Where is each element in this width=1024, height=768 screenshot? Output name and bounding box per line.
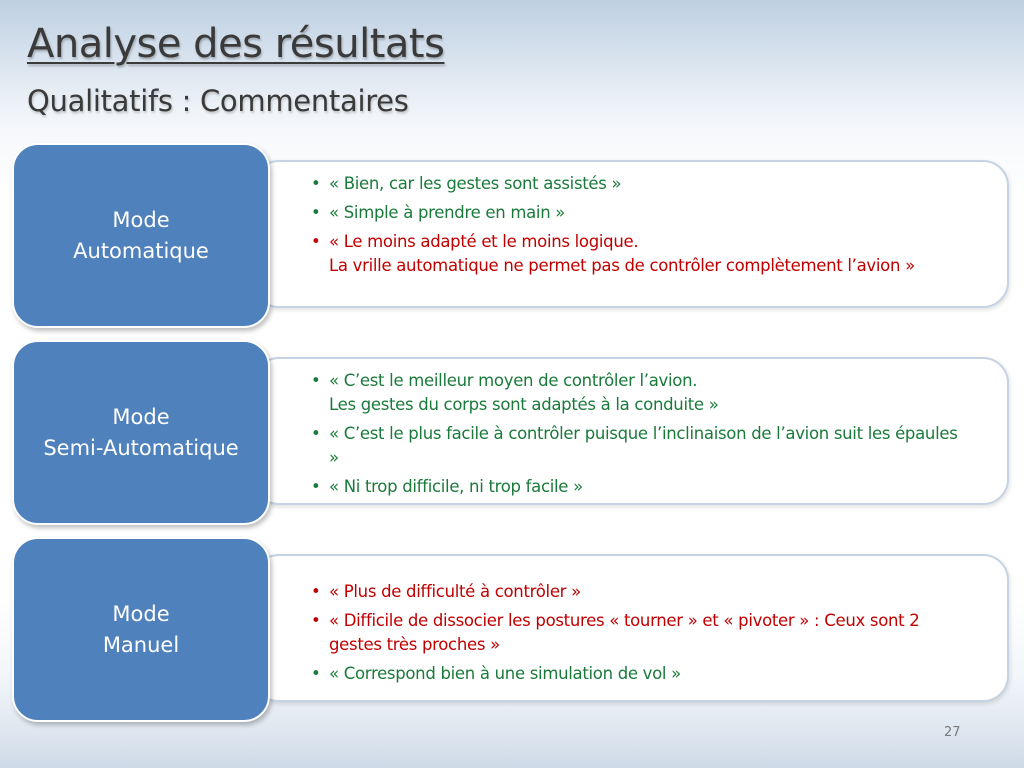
comment-item — [311, 230, 967, 278]
comment-item — [311, 201, 967, 225]
comment-item — [311, 662, 967, 686]
mode-label-box — [12, 143, 270, 328]
bullet-icon: • — [311, 424, 321, 443]
slide-title: Analyse des résultats — [27, 21, 445, 67]
comments-panel — [253, 554, 1009, 702]
comment-text: « Correspond bien à une simulation de vol » — [329, 664, 681, 683]
section-mode-manuel — [0, 537, 1024, 727]
mode-label-line2: Manuel — [102, 632, 180, 657]
section-mode-semi-automatique — [0, 340, 1024, 530]
comment-text-continued: La vrille automatique ne permet pas de contrôler complètement l’avion » — [329, 256, 915, 275]
comment-text: « Simple à prendre en main » — [329, 203, 566, 222]
comment-text: « C’est le plus facile à contrôler puisque l’inclinaison de l’avion suit les épaules » — [329, 424, 958, 467]
mode-label-line1: Mode — [112, 207, 170, 232]
comment-text: « C’est le meilleur moyen de contrôler l’avion. — [329, 371, 698, 390]
comments-panel — [253, 160, 1009, 308]
comment-text: « Bien, car les gestes sont assistés » — [329, 174, 622, 193]
comments-list — [311, 369, 967, 499]
mode-label-line2: Automatique — [73, 238, 209, 263]
comment-text: « Le moins adapté et le moins logique. — [329, 232, 639, 251]
comment-item — [311, 475, 967, 499]
comment-text: « Ni trop difficile, ni trop facile » — [329, 477, 583, 496]
section-mode-automatique — [0, 143, 1024, 333]
comment-item — [311, 369, 967, 417]
mode-label-line1: Mode — [112, 601, 170, 626]
comment-text: « Difficile de dissocier les postures « tourner » et « pivoter » : Ceux sont 2 gestes très proches » — [329, 611, 920, 654]
mode-label-line2: Semi-Automatique — [43, 435, 239, 460]
comment-item — [311, 580, 967, 604]
bullet-icon: • — [311, 232, 321, 251]
comment-item — [311, 422, 967, 470]
bullet-icon: • — [311, 477, 321, 496]
bullet-icon: • — [311, 664, 321, 683]
comments-list — [311, 172, 967, 278]
comment-text: « Plus de difficulté à contrôler » — [329, 582, 581, 601]
bullet-icon: • — [311, 582, 321, 601]
bullet-icon: • — [311, 203, 321, 222]
comment-text-continued: Les gestes du corps sont adaptés à la conduite » — [329, 395, 719, 414]
comment-item — [311, 172, 967, 196]
comment-item — [311, 609, 967, 657]
bullet-icon: • — [311, 371, 321, 390]
mode-label-line1: Mode — [112, 404, 170, 429]
mode-label-box — [12, 340, 270, 525]
mode-label-box — [12, 537, 270, 722]
slide-subtitle: Qualitatifs : Commentaires — [27, 84, 409, 118]
bullet-icon: • — [311, 174, 321, 193]
comments-list — [311, 580, 967, 686]
comments-panel — [253, 357, 1009, 505]
page-number: 27 — [944, 725, 961, 740]
bullet-icon: • — [311, 611, 321, 630]
